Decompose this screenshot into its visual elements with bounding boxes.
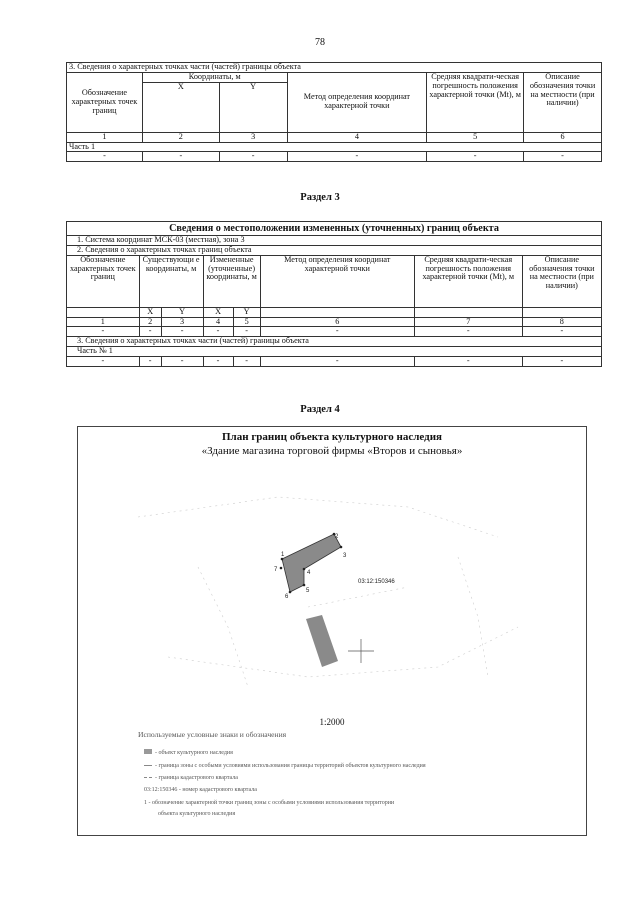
coord-system-line: 1. Система координат МСК-03 (местная), зона 3	[67, 236, 602, 246]
col-y: Y	[219, 82, 287, 132]
num-cell: 1	[67, 317, 140, 327]
dash-cell: -	[233, 327, 260, 337]
plan-subtitle: «Здание магазина торговой фирмы «Второв и сыновья»	[201, 445, 463, 457]
num-cell: 5	[427, 132, 524, 142]
dash-cell: -	[139, 357, 161, 367]
dash-cell: -	[67, 357, 140, 367]
part-points-caption: 3. Сведения о характерных точках части (частей) границы объекта	[67, 337, 602, 347]
changed-boundaries-table	[66, 221, 602, 367]
dash-cell: -	[233, 357, 260, 367]
neighbor-building	[306, 615, 338, 667]
num-cell: 6	[260, 317, 414, 327]
page-number: 78	[315, 37, 325, 48]
point-label: 3	[343, 553, 347, 559]
dash-cell: -	[161, 327, 203, 337]
section-4-heading: Раздел 4	[300, 404, 340, 415]
dash-cell: -	[260, 357, 414, 367]
col-changed: Измененные (уточненные) координаты, м	[203, 255, 260, 307]
num-cell: 6	[524, 132, 602, 142]
sub-x: X	[139, 307, 161, 317]
map-scale: 1:2000	[319, 717, 345, 727]
col-desc: Описание обозначения точки на местности (при наличии)	[522, 255, 601, 307]
point-label: 6	[285, 594, 289, 600]
legend-item-zone: - граница зоны с особыми условиями использования границы территорий объектов культурного наследия	[144, 763, 426, 769]
col-existing: Существующи е координаты, м	[139, 255, 203, 307]
num-cell: 2	[142, 132, 219, 142]
dash-cell: -	[260, 327, 414, 337]
num-cell: 7	[414, 317, 522, 327]
legend-item-block: - граница кадастрового квартала	[144, 775, 238, 781]
col-x: X	[142, 82, 219, 132]
dash-cell: -	[67, 327, 140, 337]
col-method: Метод определения координат характерной точки	[260, 255, 414, 307]
point-label: 5	[306, 588, 310, 594]
dash-cell: -	[414, 327, 522, 337]
legend-item-point: 1 - обозначение характерной точки границ зоны с особыми условиями использования территории	[144, 800, 395, 806]
dash-cell: -	[203, 357, 233, 367]
legend-item-cadastral-number: 03:12:150346 - номер кадастрового квартала	[144, 787, 257, 793]
dash-cell: -	[161, 357, 203, 367]
part-label: Часть № 1	[67, 347, 602, 357]
sub-x: X	[203, 307, 233, 317]
dash-cell: -	[67, 152, 143, 162]
heritage-object-polygon	[282, 534, 341, 592]
sub-y: Y	[233, 307, 260, 317]
legend-title: Используемые условные знаки и обозначения	[138, 730, 287, 739]
col-coords: Координаты, м	[142, 72, 287, 82]
sub-y: Y	[161, 307, 203, 317]
boundary-plan	[77, 426, 587, 836]
dash-cell: -	[139, 327, 161, 337]
num-cell: 8	[522, 317, 601, 327]
legend-item-point-cont: объекта культурного наследия	[158, 811, 236, 817]
col-error: Средняя квадрати-ческая погрешность положения характерной точки (Mt), м	[427, 72, 524, 132]
col-designation: Обозначение характерных точек границ	[67, 72, 143, 132]
col-designation: Обозначение характерных точек границ	[67, 255, 140, 307]
dash-cell: -	[219, 152, 287, 162]
dash-cell: -	[522, 327, 601, 337]
points-caption: 2. Сведения о характерных точках границ объекта	[67, 245, 602, 255]
dash-cell: -	[414, 357, 522, 367]
point-label: 7	[274, 567, 278, 573]
dash-cell: -	[522, 357, 601, 367]
dash-cell: -	[287, 152, 427, 162]
dash-cell: -	[524, 152, 602, 162]
num-cell: 1	[67, 132, 143, 142]
dash-cell: -	[427, 152, 524, 162]
num-cell: 4	[203, 317, 233, 327]
col-error: Средняя квадрати-ческая погрешность положения характерной точки (Mt), м	[414, 255, 522, 307]
point-label: 4	[307, 570, 311, 576]
num-cell: 3	[219, 132, 287, 142]
dash-cell: -	[203, 327, 233, 337]
num-cell: 4	[287, 132, 427, 142]
table-title: Сведения о местоположении измененных (уточненных) границ объекта	[67, 222, 602, 236]
plan-map	[78, 427, 586, 717]
col-method: Метод определения координат характерной точки	[287, 72, 427, 132]
point-label: 2	[335, 534, 339, 540]
dash-cell: -	[142, 152, 219, 162]
num-cell: 3	[161, 317, 203, 327]
num-cell: 5	[233, 317, 260, 327]
cadastral-label: 03:12:150346	[358, 579, 395, 585]
part-points-table	[66, 62, 602, 162]
table-caption: 3. Сведения о характерных точках части (частей) границы объекта	[67, 63, 602, 73]
crosshair-mark	[348, 639, 374, 663]
legend-item-object: - объект культурного наследия	[144, 749, 233, 756]
section-3-heading: Раздел 3	[300, 192, 340, 203]
part-label: Часть 1	[67, 142, 602, 152]
col-desc: Описание обозначения точки на местности (при наличии)	[524, 72, 602, 132]
plan-title: План границ объекта культурного наследия	[222, 431, 442, 443]
num-cell: 2	[139, 317, 161, 327]
point-label: 1	[281, 552, 285, 558]
